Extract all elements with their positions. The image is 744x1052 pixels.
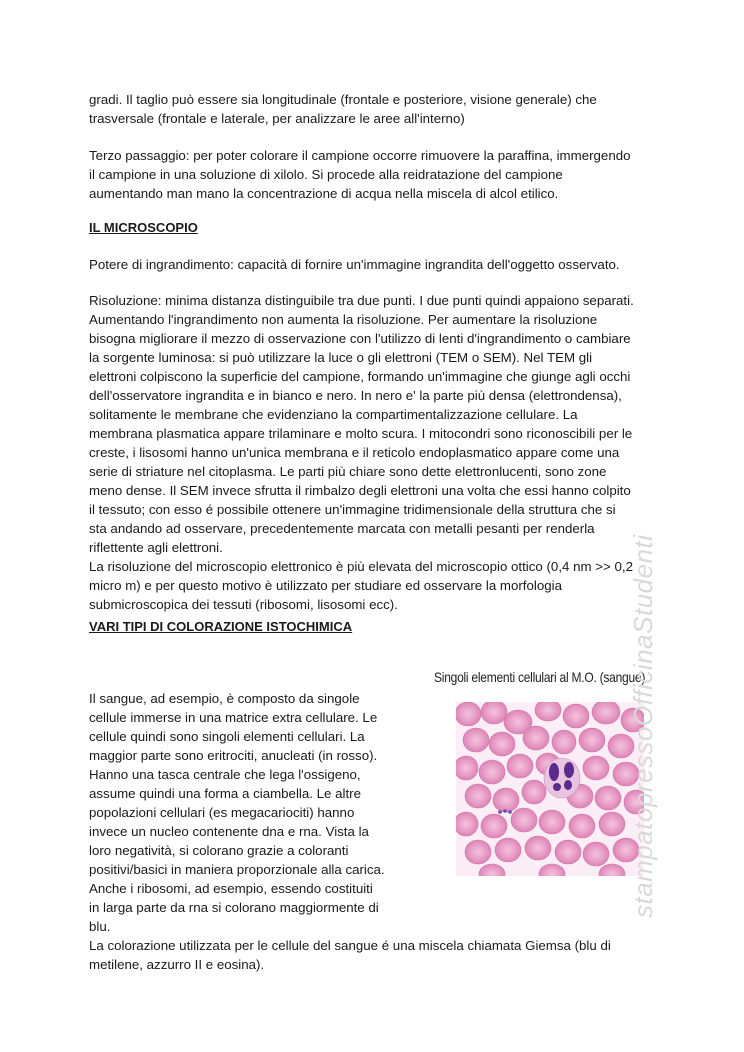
paragraph-line: Hanno una tasca centrale che lega l'ossigeno, xyxy=(89,767,361,782)
paragraph-line: invece un nucleo contenente dna e rna. Vista la xyxy=(89,824,369,839)
paragraph-line: metilene, azzurro II e eosina). xyxy=(89,957,265,972)
paragraph-line: Terzo passaggio: per poter colorare il campione occorre rimuovere la paraffina, immergendo xyxy=(89,148,631,163)
blood-smear-illustration xyxy=(456,702,644,876)
paragraph-line: La risoluzione del microscopio elettronico è più elevata del microscopio ottico (0,4 nm >> 0,2 xyxy=(89,559,633,574)
section-heading-microscopio: IL MICROSCOPIO xyxy=(89,220,198,235)
paragraph-line: solitamente le membrane che evidenziano la compartimentalizzazione cellulare. La xyxy=(89,407,578,422)
paragraph-line: blu. xyxy=(89,919,111,934)
paragraph-line: elettroni colpiscono la superficie del campione, formando un'immagine che giunge agli occhi xyxy=(89,369,631,384)
paragraph-line: Aumentando l'ingrandimento non aumenta la risoluzione. Per aumentare la risoluzione xyxy=(89,312,598,327)
section-heading-colorazione: VARI TIPI DI COLORAZIONE ISTOCHIMICA xyxy=(89,619,353,634)
blood-smear-image xyxy=(456,702,644,876)
paragraph-line: assume quindi una forma a ciambella. Le altre xyxy=(89,786,361,801)
figure-caption: Singoli elementi cellulari al M.O. (sangue) xyxy=(434,669,646,685)
paragraph-line: Potere di ingrandimento: capacità di fornire un'immagine ingrandita dell'oggetto osservato. xyxy=(89,257,620,272)
paragraph-line: la sorgente luminosa: si può utilizzare la luce o gli elettroni (TEM o SEM). Nel TEM gli xyxy=(89,350,593,365)
paragraph-line: serie di striature nel citoplasma. Le parti più chiare sono dette elettronlucenti, sono zone xyxy=(89,464,607,479)
paragraph-line: dell'osservatore ingrandita e in bianco e nero. In nero e' la parte più densa (elettrondensa), xyxy=(89,388,622,403)
paragraph-line: La colorazione utilizzata per le cellule del sangue é una miscela chiamata Giemsa (blu di xyxy=(89,938,611,953)
paragraph-line: aumentando man mano la concentrazione di acqua nella miscela di alcol etilico. xyxy=(89,186,559,201)
paragraph-line: positivi/basici in maniera proporzionale alla carica. xyxy=(89,862,385,877)
paragraph-line: micro m) e per questo motivo è utilizzato per studiare ed osservare la morfologia xyxy=(89,578,562,593)
paragraph-line: Anche i ribosomi, ad esempio, essendo costituiti xyxy=(89,881,373,896)
paragraph-line: creste, i lisosomi hanno un'unica membrana e il reticolo endoplasmatico appare come una xyxy=(89,445,620,460)
paragraph-line: sta andando ad osservare, precedentemente marcata con metalli pesanti per renderla xyxy=(89,521,595,536)
paragraph-line: bisogna migliorare il mezzo di osservazione con l'utilizzo di lenti d'ingrandimento o cambiare xyxy=(89,331,631,346)
paragraph-line: in larga parte da rna si colorano maggiormente di xyxy=(89,900,379,915)
paragraph-line: il tessuto; con esso é possibile ottenere un'immagine tridimensionale della struttura che si xyxy=(89,502,616,517)
paragraph-line: gradi. Il taglio può essere sia longitudinale (frontale e posteriore, visione generale) che xyxy=(89,92,597,107)
paragraph-line: Il sangue, ad esempio, è composto da singole xyxy=(89,691,360,706)
paragraph-line: meno dense. Il SEM invece sfrutta il rimbalzo degli elettroni una volta che essi hanno colpito xyxy=(89,483,631,498)
paragraph-line: cellule immerse in una matrice extra cellulare. Le xyxy=(89,710,378,725)
paragraph-line: loro negatività, si colorano grazie a coloranti xyxy=(89,843,349,858)
watermark: stampatopressoOfficinaStudenti xyxy=(628,534,658,918)
paragraph-line: membrana plasmatica appare trilaminare e molto scura. I mitocondri sono riconoscibili per le xyxy=(89,426,633,441)
paragraph-line: trasversale (frontale e laterale, per analizzare le aree all'interno) xyxy=(89,111,465,126)
paragraph-line: Risoluzione: minima distanza distinguibile tra due punti. I due punti quindi appaiono separati. xyxy=(89,293,634,308)
paragraph-line: cellule quindi sono singoli elementi cellulari. La xyxy=(89,729,365,744)
paragraph-line: il campione in una soluzione di xilolo. Si procede alla reidratazione del campione xyxy=(89,167,563,182)
paragraph-line: submicroscopica dei tessuti (ribosomi, lisosomi ecc). xyxy=(89,597,398,612)
paragraph-line: riflettente agli elettroni. xyxy=(89,540,223,555)
paragraph-line: maggior parte sono eritrociti, anucleati (in rosso). xyxy=(89,748,378,763)
paragraph-line: popolazioni cellulari (es megacariociti) hanno xyxy=(89,805,355,820)
